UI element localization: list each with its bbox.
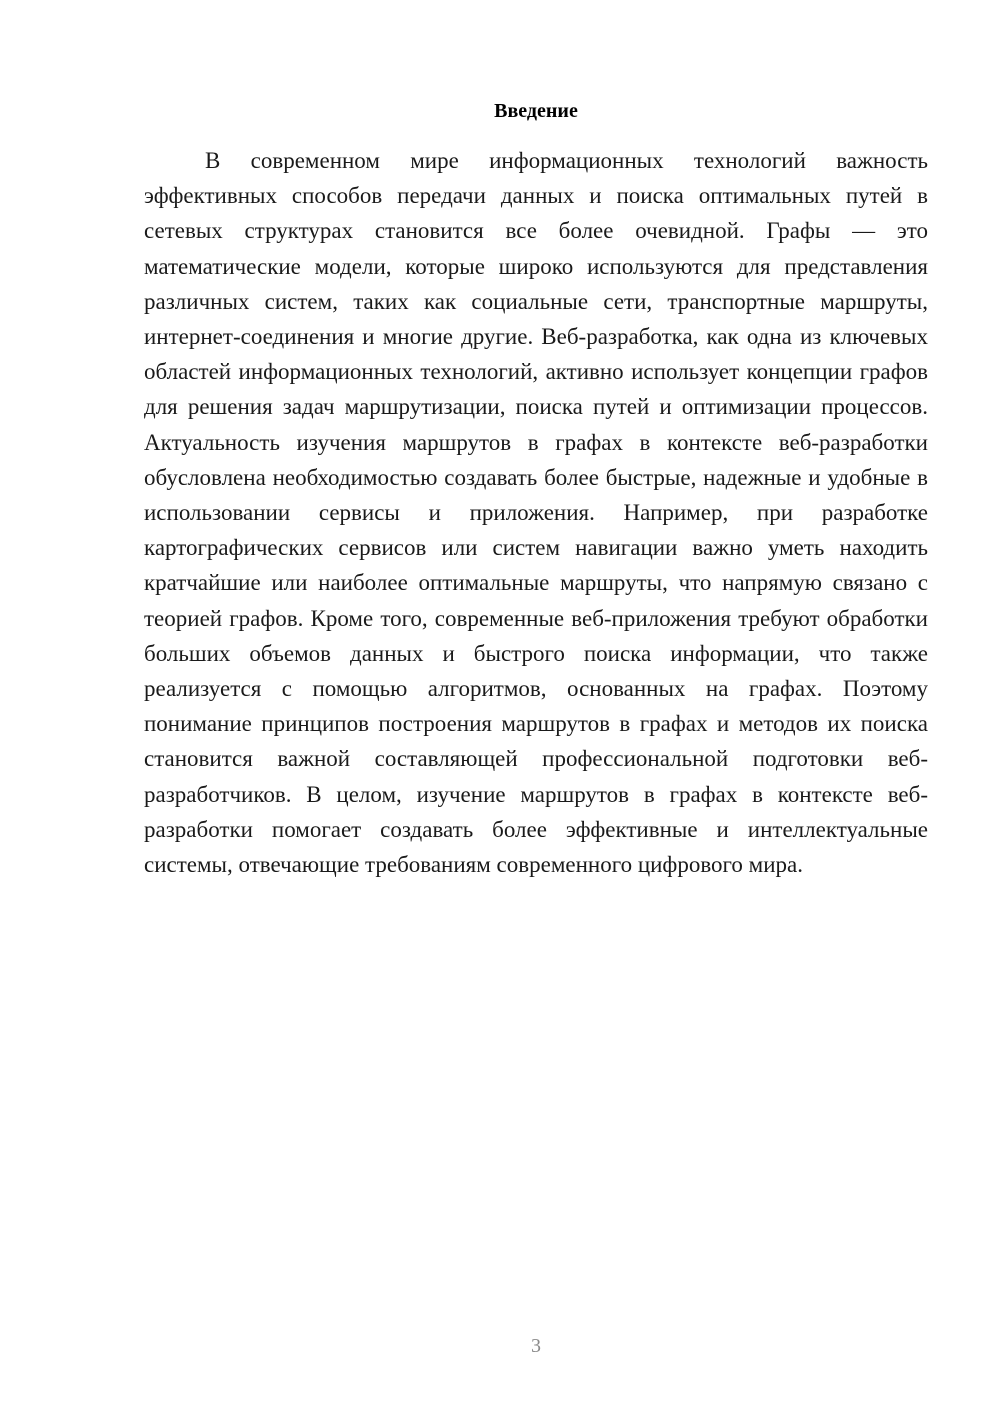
body-paragraph: В современном мире информационных технологий важность эффективных способов передачи данных и поиска оптимальных путей в сетевых структурах становится все более очевидной. Графы — это математические модели, которые широко используются для представления различных систем, таких как социальные сети, транспортные маршруты, интернет-соединения и многие другие. Веб-разработка, как одна из ключевых областей информационных технологий, активно использует концепции графов для решения задач маршрутизации, поиска путей и оптимизации процессов. Актуальность изучения маршрутов в графах в контексте веб-разработки обусловлена необходимостью создавать более быстрые, надежные и удобные в использовании сервисы и приложения. Например, при разработке картографических сервисов или систем навигации важно уметь находить кратчайшие или наиболее оптимальные маршруты, что напрямую связано с теорией графов. Кроме того, современные веб-приложения требуют обработки больших объемов данных и быстрого поиска информации, что также реализуется с помощью алгоритмов, основанных на графах. Поэтому понимание принципов построения маршрутов в графах и методов их поиска становится важной составляющей профессиональной подготовки веб-разработчиков. В целом, изучение маршрутов в графах в контексте веб-разработки помогает создавать более эффективные и интеллектуальные системы, отвечающие требованиям современного цифрового мира. [144,148,928,878]
section-heading: Введение [494,100,578,122]
page-number: 3 [531,1335,541,1357]
